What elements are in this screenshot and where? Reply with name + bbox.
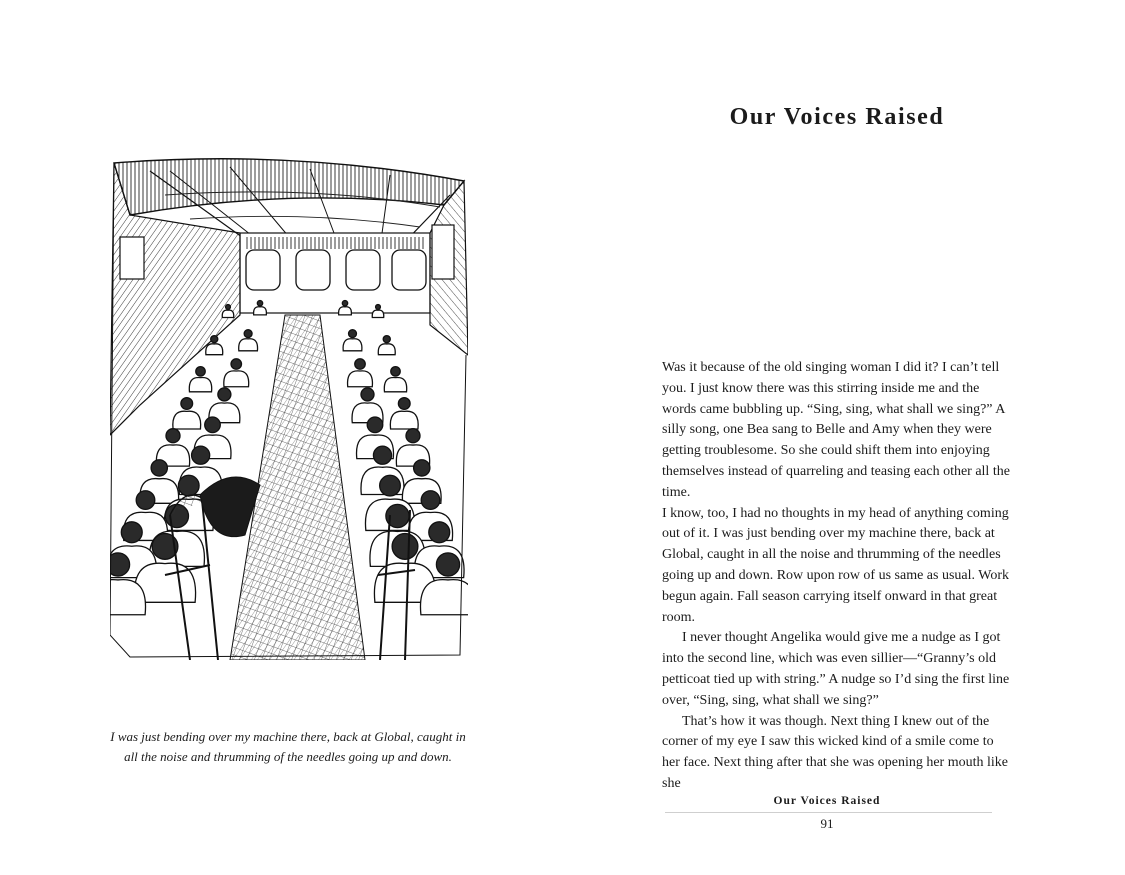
worker-figure <box>224 359 249 387</box>
paragraph: That’s how it was though. Next thing I knew out of the corner of my eye I saw this wicked kind of a smile come to her face. Next thing after that she was opening her mouth like she <box>662 713 1008 791</box>
running-footer-title: Our Voices Raised <box>773 795 881 807</box>
worker-figure <box>173 398 201 429</box>
factory-workroom-illustration <box>110 155 468 660</box>
paragraph: I know, too, I had no thoughts in my head of anything coming out of it. I was just bending over my machine there, back at Global, caught in all the noise and thrumming of the needles going up and down. Row upon row of us same as usual. Work begun again. Fall season carrying itself onward in that great room. <box>662 505 1010 625</box>
paragraph: I never thought Angelika would give me a nudge as I got into the second line, which was even sillier—“Granny’s old petticoat tied up with string.” A nudge so I’d sing the first line over, “Sing, sing, what shall we sing?” <box>662 630 1010 708</box>
footer-rule <box>665 812 992 813</box>
left-page <box>0 0 562 875</box>
worker-figure <box>343 330 362 351</box>
illustration-caption: I was just bending over my machine there, back at Global, caught in all the noise and thrumming of the needles going up and down. <box>110 729 466 764</box>
worker-figure <box>378 336 395 355</box>
page-number: 91 <box>820 816 834 831</box>
worker-figure <box>239 330 258 351</box>
right-page <box>562 0 1125 875</box>
chapter-title: Our Voices Raised <box>729 104 945 130</box>
body-text <box>662 358 1012 795</box>
paragraph: Was it because of the old singing woman I did it? I can’t tell you. I just know there was this stirring inside me and the words came bubbling up. “Sing, sing, what shall we sing?” A silly song, one Bea sang to Belle and Amy when they were getting troublesome. So she could shift them into enjoying themselves instead of quarreling and teasing each other all the time. <box>662 360 1010 500</box>
worker-figure <box>390 398 418 429</box>
worker-figure <box>384 367 406 392</box>
worker-figure <box>348 359 373 387</box>
worker-figure <box>189 367 211 392</box>
illustration-drawing <box>110 155 468 660</box>
